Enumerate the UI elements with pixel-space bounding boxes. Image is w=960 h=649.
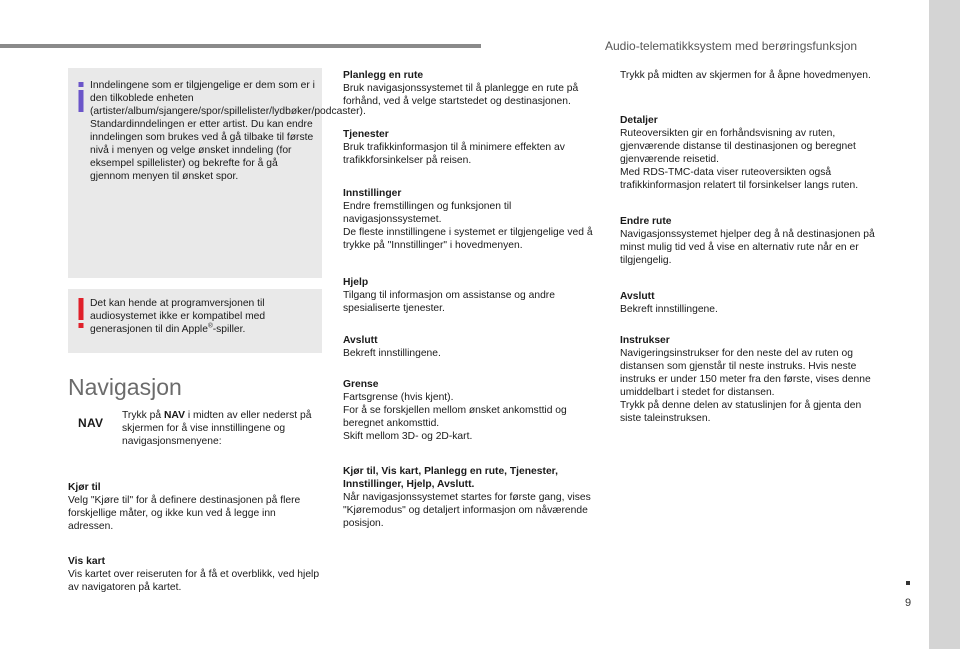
page-marker <box>906 581 910 585</box>
info-box <box>68 68 366 278</box>
section-hovedmeny: Trykk på midten av skjermen for å åpne hovedmenyen. <box>620 70 871 81</box>
info-text: Inndelingene som er tilgjengelige er dem som er i den tilkoblede enheten (artister/album/sjangere/spor/spillelister/lydbøker/podcaster). Standardinndelingen er etter artist. Du kan endre inndelingen som brukes ved å gå tilbake til første nivå i menyen og velge ønsket inndeling (for eksempel spillelister) og bekrefte for å gå gjennom menyen til ønsket spor. <box>90 80 366 182</box>
section-kjor-til: Kjør til Velg "Kjøre til" for å definere destinasjonen på flere forskjellige måter, og ikke kun ved å legge inn adressen. <box>68 482 301 532</box>
section-innstillinger: Innstillinger Endre fremstillingen og funksjonen til navigasjonssystemet. De fleste innstillingene i systemet er tilgjengelige ved å trykke på "Innstillinger" i hovedmenyen. <box>343 188 593 251</box>
section-avslutt: Avslutt Bekreft innstillingene. <box>343 335 441 359</box>
navigation-heading: Navigasjon <box>68 374 182 400</box>
warning-icon <box>78 298 84 328</box>
header-rule <box>0 44 481 48</box>
page-number: 9 <box>905 597 912 609</box>
right-edge-tab <box>929 0 960 649</box>
running-header-title: Audio-telematikksystem med berøringsfunksjon <box>605 39 858 53</box>
section-endre-rute: Endre rute Navigasjonssystemet hjelper deg å nå destinasjonen på minst mulig tid ved å vise en alternativ rute når en er tilgjengelig. <box>620 216 875 266</box>
section-vis-kart: Vis kart Vis kartet over reiseruten for å få et overblikk, ved hjelp av navigatoren på kartet. <box>68 556 320 593</box>
section-grense: Grense Fartsgrense (hvis kjent). For å se forskjellen mellom ønsket ankomsttid og beregnet ankomsttid. Skift mellom 3D- og 2D-kart. <box>343 379 567 442</box>
section-instrukser: Instrukser Navigeringsinstrukser for den neste del av ruten og distansen som gjenstår til neste instruks. Hvis neste instruks er under 150 meter fra den første, vises denne umiddelbart i stedet for distansen. Trykk på denne delen av statuslinjen for å gjenta den siste taleinstruksen. <box>620 335 871 424</box>
warning-box <box>68 289 322 353</box>
nav-badge: NAV <box>78 416 104 430</box>
section-kjoremodus: Kjør til, Vis kart, Planlegg en rute, Tjenester, Innstillinger, Hjelp, Avslutt. Når navigasjonssystemet startes for første gang, vises "Kjøremodus" og detaljert informasjon om nåværende posisjon. <box>343 466 591 529</box>
info-icon <box>78 82 84 112</box>
navigation-intro: Trykk på NAV i midten av eller nederst på skjermen for å vise innstillingene og navigasjonsmenyene: <box>122 410 312 447</box>
warning-text: Det kan hende at programversjonen til audiosystemet ikke er kompatibel med generasjonen til din Apple®-spiller. <box>90 298 266 335</box>
section-hjelp: Hjelp Tilgang til informasjon om assistanse og andre spesialiserte tjenester. <box>343 277 555 314</box>
section-detaljer: Detaljer Ruteoversikten gir en forhåndsvisning av ruten, gjenværende distanse til destinasjonen og beregnet gjenværende reisetid. Med RDS-TMC-data viser ruteoversikten også trafikkinformasjon relatert til forsinkelser langs ruten. <box>620 115 859 191</box>
section-tjenester: Tjenester Bruk trafikkinformasjon til å minimere effekten av trafikkforsinkelser på reisen. <box>343 129 565 166</box>
section-planlegg-rute: Planlegg en rute Bruk navigasjonssystemet til å planlegge en rute på forhånd, ved å velge startstedet og destinasjonen. <box>343 70 579 107</box>
section-avslutt-2: Avslutt Bekreft innstillingene. <box>620 291 718 315</box>
registered-mark: ® <box>207 322 213 330</box>
